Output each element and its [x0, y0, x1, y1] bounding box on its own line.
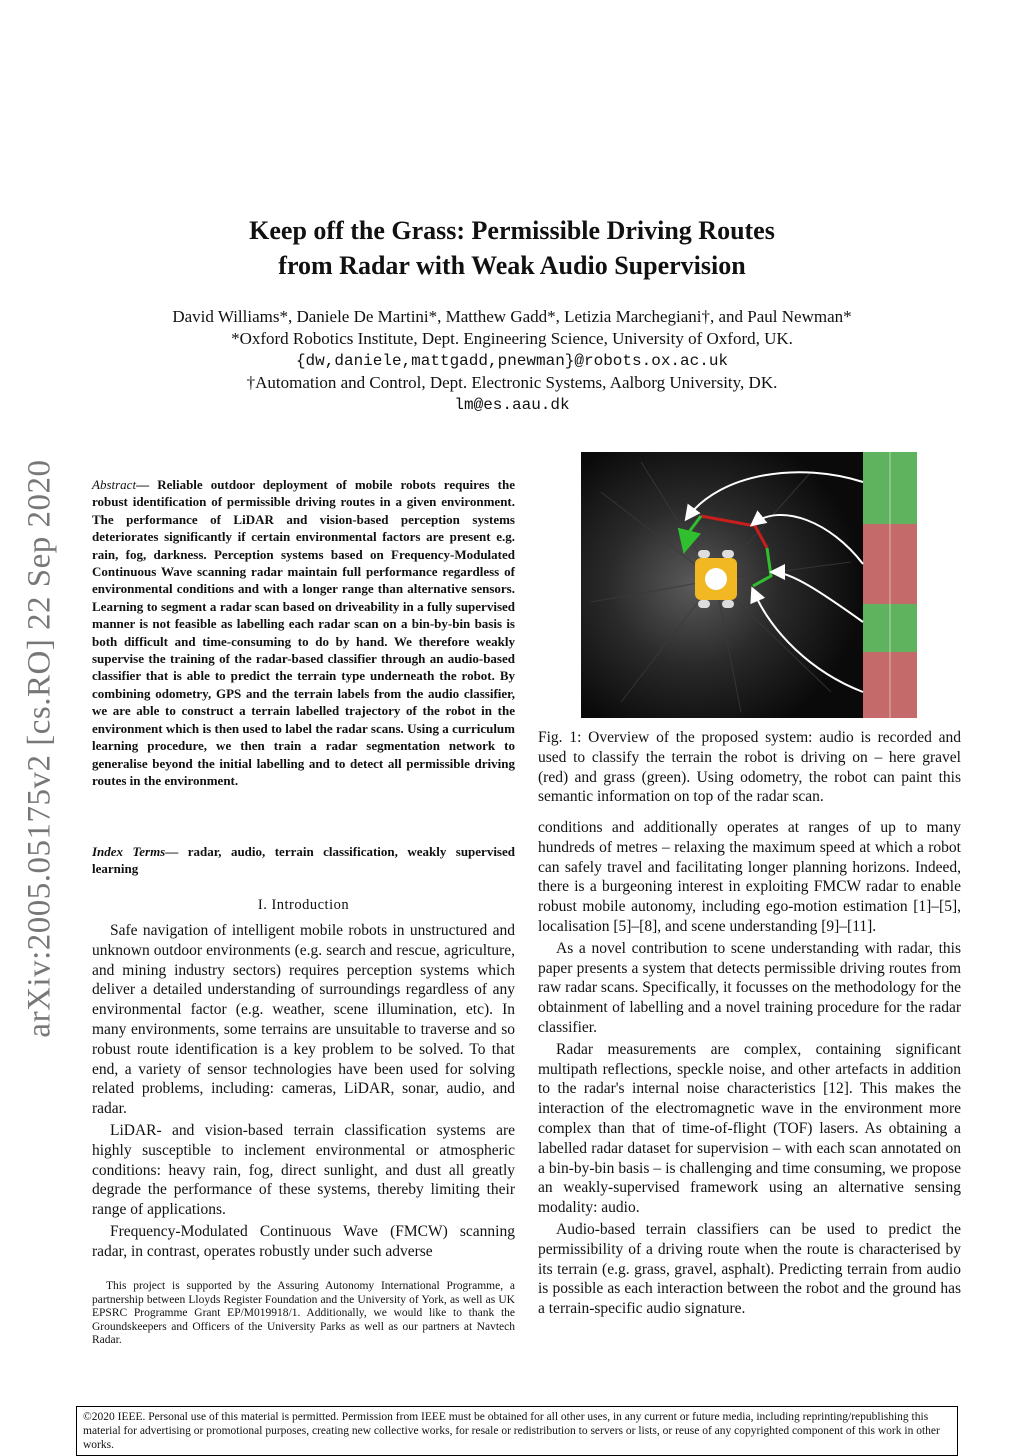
email-aalborg: lm@es.aau.dk	[454, 396, 570, 414]
title-line-1: Keep off the Grass: Permissible Driving Routes	[249, 216, 775, 245]
intro-right-column	[538, 818, 961, 1321]
email-oxford: {dw,daniele,mattgadd,pnewman}@robots.ox.ac.uk	[295, 352, 729, 370]
intro-paragraph: Frequency-Modulated Continuous Wave (FMCW) scanning radar, in contrast, operates robustly under such adverse	[92, 1222, 515, 1260]
abstract-label: Abstract	[92, 477, 137, 492]
footnote-text: This project is supported by the Assuring Autonomy International Programme, a partnership between Lloyds Register Foundation and the University of York, as well as UK EPSRC Programme Grant EP/M019918/1. Additionally, we would like to thank the Groundskeepers and Officers of the University Parks as well as our partners at Navtech Radar.	[92, 1280, 515, 1347]
radar-overview-diagram	[581, 452, 917, 718]
author-names: David Williams*, Daniele De Martini*, Matthew Gadd*, Letizia Marchegiani†, and Paul Newman*	[172, 307, 852, 326]
affiliation-aalborg: †Automation and Control, Dept. Electronic Systems, Aalborg University, DK.	[246, 373, 778, 392]
index-terms	[92, 843, 515, 878]
robot-icon	[695, 550, 737, 608]
intro-paragraph: conditions and additionally operates at ranges of up to many hundreds of metres – relaxing the maximum speed at which a robot can safely travel and facilitating longer planning horizons. Indeed, there is a burgeoning interest in exploiting FMCW radar to enable robust mobile autonomy, including ego-motion estimation [1]–[5], localisation [5]–[8], and scene understanding [9]–[11].	[538, 819, 961, 935]
intro-paragraph: LiDAR- and vision-based terrain classification systems are highly susceptible to inclement environmental or atmospheric conditions: heavy rain, fog, direct sunlight, and dust all greatly degrade the performance of these systems, thereby limiting their range of applications.	[92, 1121, 515, 1219]
figure-1	[581, 452, 917, 718]
copyright-notice: ©2020 IEEE. Personal use of this material is permitted. Permission from IEEE must be obtained for all other uses, in any current or future media, including reprinting/republishing this material for advertising or promotional purposes, creating new collective works, for resale or redistribution to servers or lists, or reuse of any copyrighted component of this work in other works.	[76, 1406, 958, 1456]
section-heading: I. Introduction	[257, 897, 350, 913]
intro-paragraph: Radar measurements are complex, containing significant multipath reflections, speckle noise, and other artefacts in addition to the radar's internal noise characteristics [12]. This makes the interaction of the electromagnetic wave in the environment more complex than that of time-of-flight (TOF) lasers. As obtaining a labelled radar dataset for supervision – with each scan annotated on a bin-by-bin basis – is challenging and time consuming, we propose an weakly-supervised framework using an alternative sensing modality: audio.	[538, 1040, 961, 1217]
audio-terrain-strip	[863, 452, 917, 718]
abstract	[92, 476, 515, 789]
figure-caption: Fig. 1: Overview of the proposed system: audio is recorded and used to classify the terrain the robot is driving on – here gravel (red) and grass (green). Using odometry, the robot can paint this semantic information on top of the radar scan.	[538, 729, 961, 806]
title-line-2: from Radar with Weak Audio Supervision	[278, 251, 746, 280]
index-terms-text: — radar, audio, terrain classification, weakly supervised learning	[92, 844, 515, 877]
intro-left-column	[92, 921, 515, 1264]
arxiv-identifier: arXiv:2005.05175v2 [cs.RO] 22 Sep 2020	[21, 459, 58, 1038]
affiliation-oxford: *Oxford Robotics Institute, Dept. Engineering Science, University of Oxford, UK.	[231, 329, 793, 348]
intro-paragraph: Audio-based terrain classifiers can be used to predict the permissibility of a driving route when the route is characterised by its terrain (e.g. grass, gravel, asphalt). Predicting terrain from audio is possible as each interaction between the robot and the ground has a terrain-specific audio signature.	[538, 1220, 961, 1318]
intro-paragraph: Safe navigation of intelligent mobile robots in unstructured and unknown outdoor environments (e.g. search and rescue, agriculture, and mining industry sectors) requires perception systems which deliver a detailed understanding of surroundings regardless of any environmental factor (e.g. weather, scene illumination, etc). In many environments, some terrains are unsuitable to traverse and so robust route identification is a key problem to be solved. To that end, a variety of sensor technologies have been used for solving related problems, including: cameras, LiDAR, sonar, audio, and radar.	[92, 922, 515, 1118]
footnote	[92, 1280, 515, 1348]
index-terms-label: Index Terms	[92, 844, 166, 859]
author-block	[0, 306, 1024, 416]
intro-paragraph: As a novel contribution to scene understanding with radar, this paper presents a system that detects permissible driving routes from raw radar scans. Specifically, it focusses on the methodology for the obtainment of labelling and a novel training procedure for the radar classifier.	[538, 939, 961, 1036]
paper-title	[0, 213, 1024, 283]
abstract-text: — Reliable outdoor deployment of mobile robots requires the robust identification of permissible driving routes in a given environment. The performance of LiDAR and vision-based perception systems deteriorates significantly if certain environmental factors are present e.g. rain, fog, darkness. Perception systems based on Frequency-Modulated Continuous Wave scanning radar maintain full performance regardless of environmental conditions and with a longer range than alternative sensors. Learning to segment a radar scan based on driveability in a fully supervised manner is not feasible as labelling each radar scan on a bin-by-bin basis is both difficult and time-consuming to do by hand. We therefore weakly supervise the training of the radar-based classifier through an audio-based classifier that is able to predict the terrain type underneath the robot. By combining odometry, GPS and the terrain labels from the audio classifier, we are able to construct a terrain labelled trajectory of the robot in the environment which is then used to label the radar scans. Using a curriculum learning procedure, we then train a radar segmentation network to generalise beyond the initial labelling and to detect all permissible driving routes in the environment.	[92, 477, 515, 788]
